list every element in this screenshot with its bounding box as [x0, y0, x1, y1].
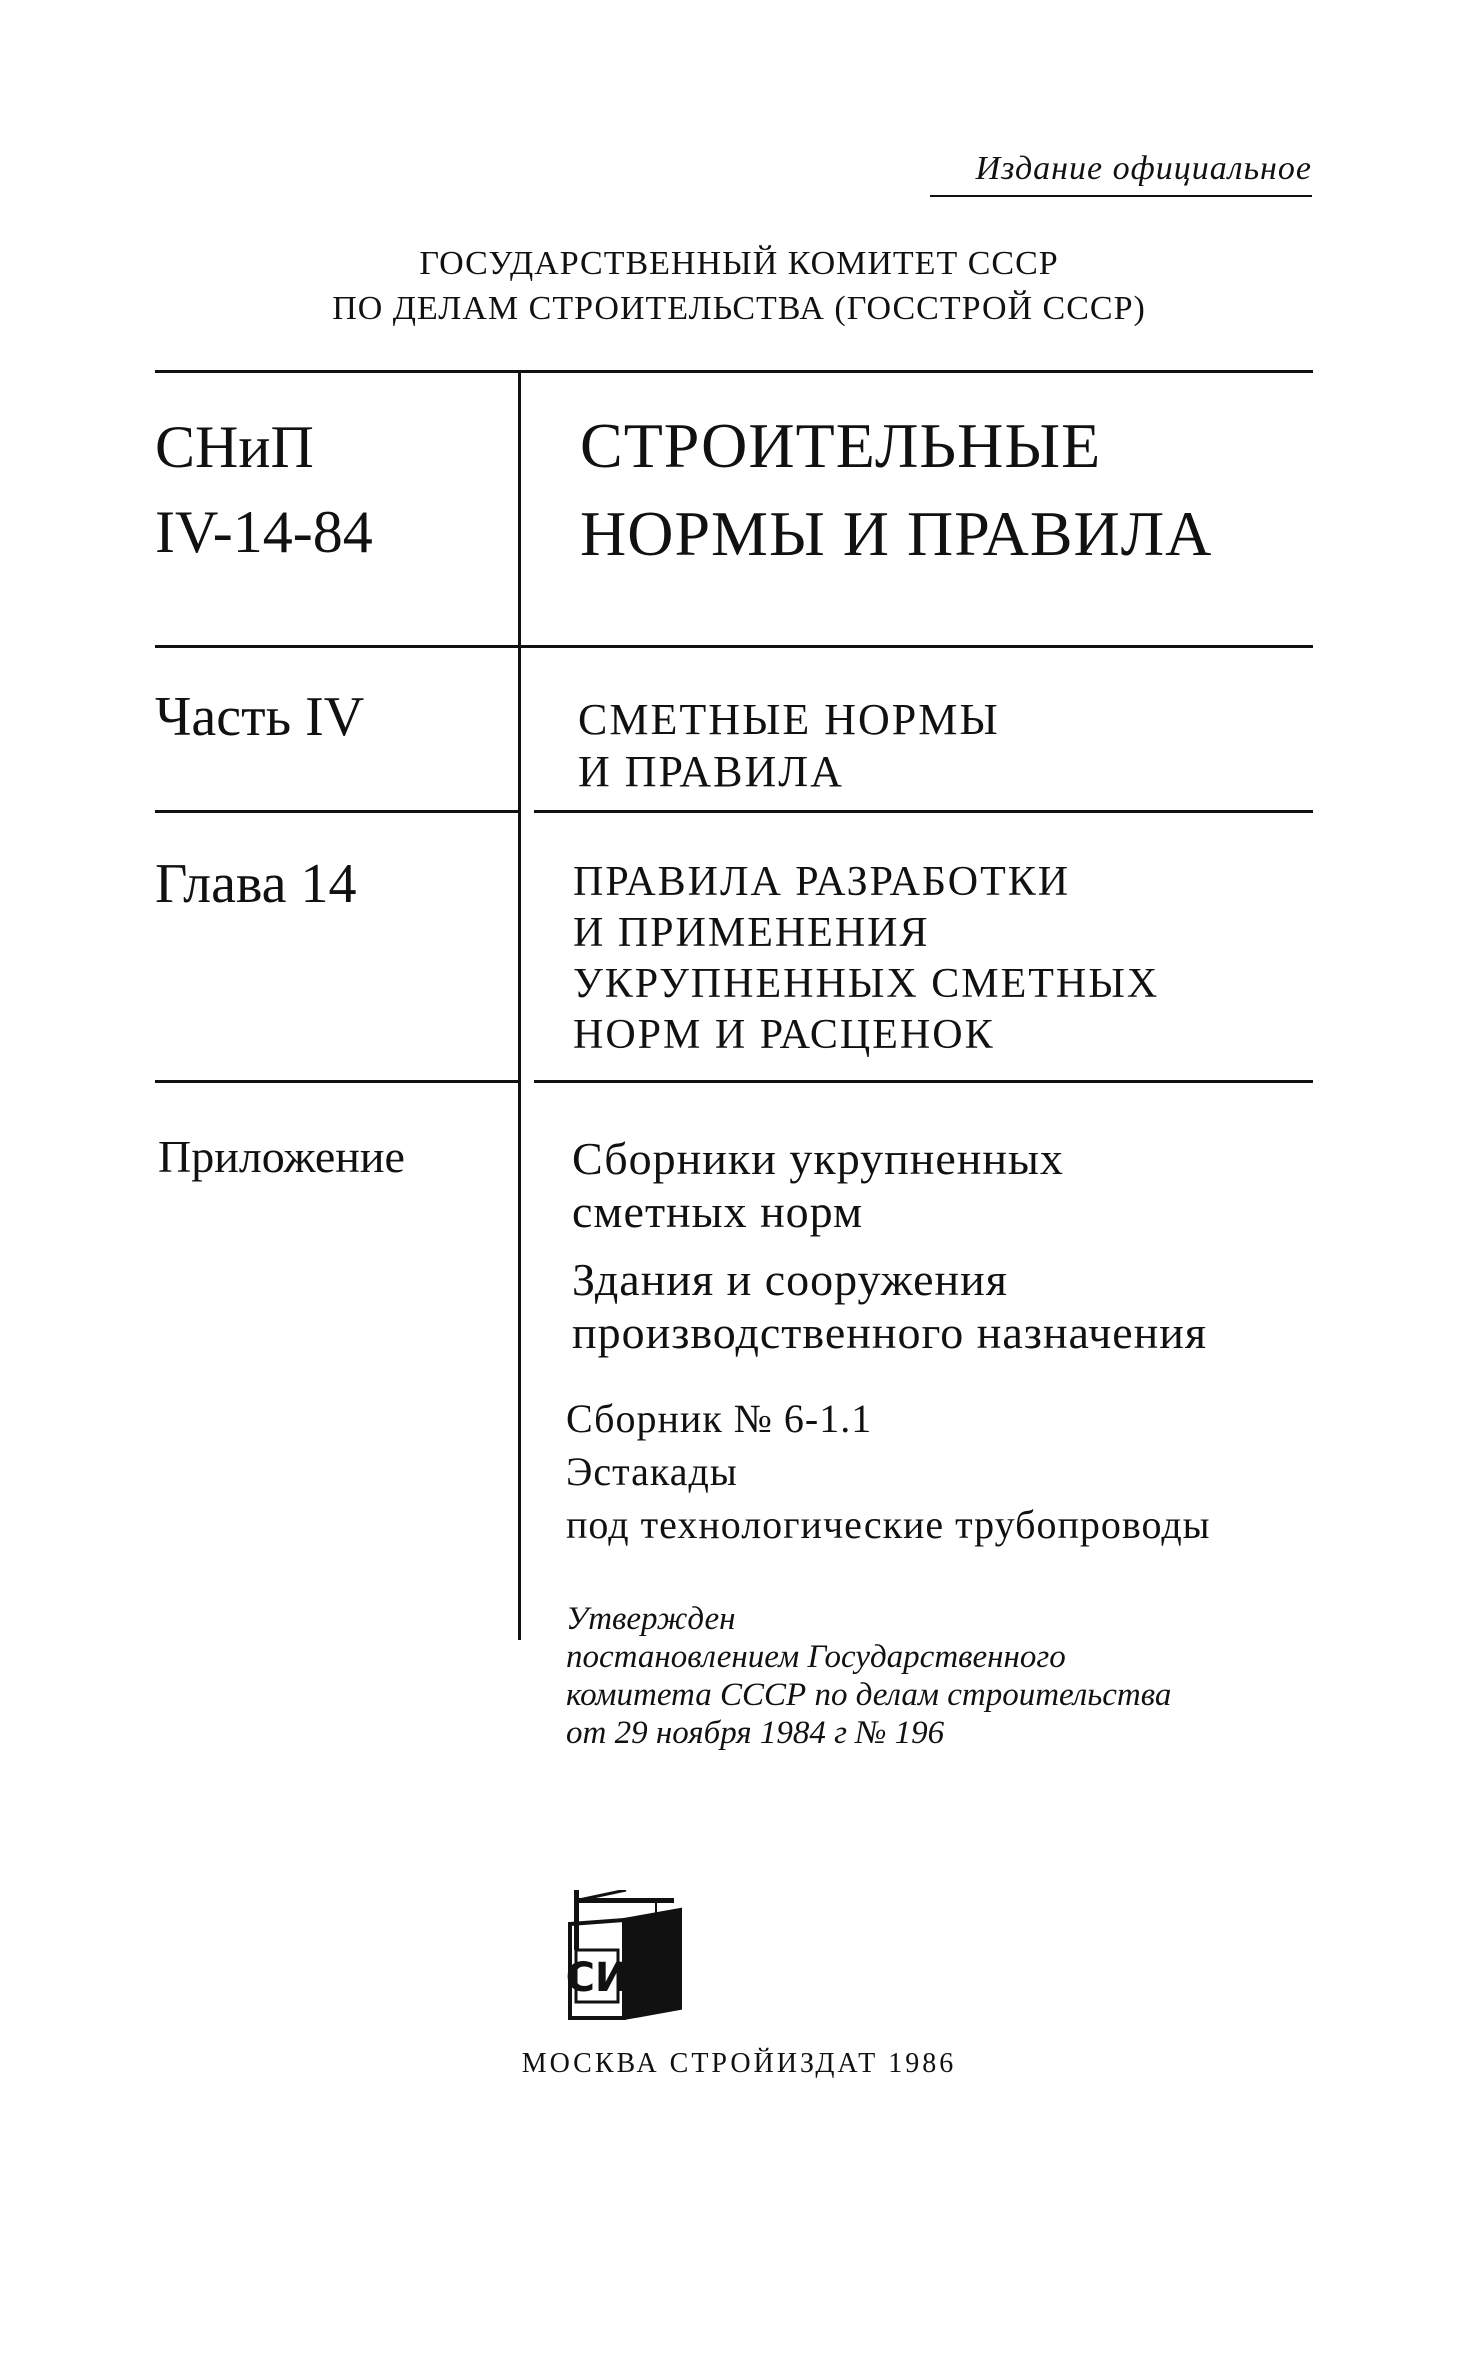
column-divider: [518, 372, 521, 1640]
rule-after-header: [155, 645, 1313, 648]
publisher-logo-icon: [566, 1890, 686, 2020]
rule-after-chapter-left: [155, 1080, 518, 1083]
doc-title-line-2: НОРМЫ И ПРАВИЛА: [580, 498, 1213, 569]
rule-after-chapter-right: [534, 1080, 1313, 1083]
chapter-title-line-1: ПРАВИЛА РАЗРАБОТКИ: [573, 859, 1071, 905]
approved-line-1: Утвержден: [566, 1601, 736, 1637]
chapter-title-line-3: УКРУПНЕННЫХ СМЕТНЫХ: [573, 961, 1160, 1007]
imprint: МОСКВА СТРОЙИЗДАТ 1986: [521, 2048, 957, 2079]
collection-line-2: сметных норм: [572, 1186, 864, 1237]
approved-line-2: постановлением Государственного: [566, 1639, 1066, 1675]
committee-line-1: ГОСУДАРСТВЕННЫЙ КОМИТЕТ СССР: [419, 245, 1059, 282]
doc-title-line-1: СТРОИТЕЛЬНЫЕ: [580, 410, 1102, 481]
committee-line-2: ПО ДЕЛАМ СТРОИТЕЛЬСТВА (ГОССТРОЙ СССР): [332, 290, 1146, 327]
chapter-label: Глава 14: [155, 853, 357, 915]
buildings-line-1: Здания и сооружения: [572, 1254, 1008, 1305]
chapter-title-line-2: И ПРИМЕНЕНИЯ: [573, 910, 930, 956]
approved-line-4: от 29 ноября 1984 г № 196: [566, 1715, 945, 1751]
volume-subtitle: под технологические трубопроводы: [566, 1502, 1211, 1547]
top-rule: [155, 370, 1313, 373]
part-title-line-1: СМЕТНЫЕ НОРМЫ: [578, 695, 1000, 744]
approved-line-3: комитета СССР по делам строительства: [566, 1677, 1172, 1713]
buildings-line-2: производственного назначения: [572, 1307, 1208, 1358]
rule-after-part-right: [534, 810, 1313, 813]
edition-underline: [930, 195, 1312, 197]
part-label: Часть IV: [155, 686, 365, 748]
rule-after-part-left: [155, 810, 518, 813]
part-title-line-2: И ПРАВИЛА: [578, 747, 844, 796]
volume-number: Сборник № 6-1.1: [566, 1396, 873, 1441]
volume-title: Эстакады: [566, 1449, 738, 1494]
edition-note: Издание официальное: [975, 150, 1312, 187]
appendix-label: Приложение: [158, 1131, 405, 1182]
publisher-logo: [566, 1890, 686, 2020]
chapter-title-line-4: НОРМ И РАСЦЕНОК: [573, 1012, 995, 1058]
collection-line-1: Сборники укрупненных: [572, 1133, 1064, 1184]
logo-letter-s: СИ: [566, 1955, 629, 2001]
snip-label: СНиП: [155, 414, 314, 480]
snip-code: IV-14-84: [155, 499, 373, 565]
